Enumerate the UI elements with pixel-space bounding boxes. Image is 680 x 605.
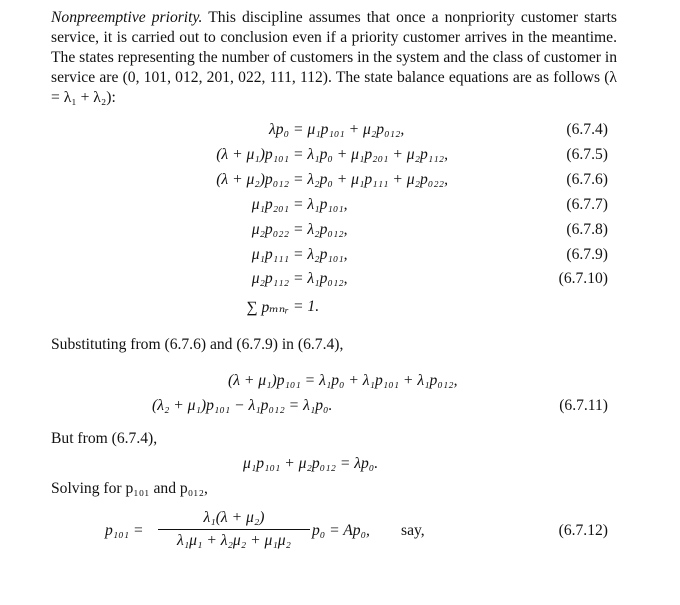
equation-rhs: = λ₁p₀₁₂, (293, 270, 348, 287)
equation-number: (6.7.9) (566, 246, 608, 263)
equation-rhs: = λ₁p₀ + μ₁p₂₀₁ + μ₂p₁₁₂, (293, 146, 448, 163)
equation-number: (6.7.4) (566, 121, 608, 138)
equation-number: (6.7.7) (566, 196, 608, 213)
fraction-bar (158, 529, 310, 530)
final-fraction (158, 509, 310, 550)
equation-number: (6.7.10) (558, 270, 608, 287)
fraction-denominator: λ₁μ₁ + λ₂μ₂ + μ₁μ₂ (177, 532, 291, 549)
equation-number: (6.7.6) (566, 171, 608, 188)
equation-lhs: (λ + μ₁)p₁₀₁ (216, 146, 289, 163)
equation-number: (6.7.8) (566, 221, 608, 238)
sub-equation-1: (λ + μ₁)p₁₀₁ = λ₁p₀ + λ₁p₁₀₁ + λ₁p₀₁₂, (228, 372, 458, 389)
equation-lhs: ∑ pₘₙᵣ (246, 299, 289, 316)
equation-rhs: = 1. (293, 298, 320, 315)
equation-number-6-7-11: (6.7.11) (559, 397, 608, 414)
but-equation: μ₁p₁₀₁ + μ₂p₀₁₂ = λp₀. (243, 455, 379, 472)
final-tail: p₀ = Ap₀, (312, 522, 370, 539)
substituting-text: Substituting from (6.7.6) and (6.7.9) in (6.7.4), (51, 336, 344, 353)
sub-equation-2: (λ₂ + μ₁)p₁₀₁ − λ₁p₀₁₂ = λ₁p₀. (152, 397, 333, 414)
equation-lhs: μ₂p₀₂₂ (251, 221, 289, 238)
equation-number-6-7-12: (6.7.12) (558, 522, 608, 539)
equation-lhs: (λ + μ₂)p₀₁₂ (216, 171, 289, 188)
equation-lhs: μ₂p₁₁₂ (251, 270, 289, 287)
final-lhs: p₁₀₁ = (105, 522, 144, 539)
equation-lhs: λp₀ (269, 121, 289, 138)
equation-rhs: = μ₁p₁₀₁ + μ₂p₀₁₂, (293, 121, 405, 138)
equation-lhs: μ₁p₂₀₁ (251, 196, 289, 213)
equation-number: (6.7.5) (566, 146, 608, 163)
section-heading: Nonpreemptive priority. (51, 9, 203, 26)
but-text: But from (6.7.4), (51, 430, 158, 447)
solving-text: Solving for p₁₀₁ and p₀₁₂, (51, 480, 208, 497)
equation-rhs: = λ₁p₁₀₁, (293, 196, 348, 213)
equation-rhs: = λ₂p₀₁₂, (293, 221, 348, 238)
equation-rhs: = λ₂p₁₀₁, (293, 246, 348, 263)
fraction-numerator: λ₁(λ + μ₂) (203, 509, 265, 526)
final-say: say, (401, 522, 425, 539)
equation-lhs: μ₁p₁₁₁ (251, 246, 289, 263)
intro-text: This discipline assumes that once a nonpriority customer starts service, it is carried out to conclusion even if a priority customer arrives in the meantime. The states representing the number of customers in the system and the class of customer in service are (0, 101, 012, 201, 022, 111, 112). The state balance equations are as follows (λ = λ₁ + λ₂): (51, 9, 617, 106)
intro-paragraph (51, 8, 617, 108)
equation-rhs: = λ₂p₀ + μ₁p₁₁₁ + μ₂p₀₂₂, (293, 171, 448, 188)
